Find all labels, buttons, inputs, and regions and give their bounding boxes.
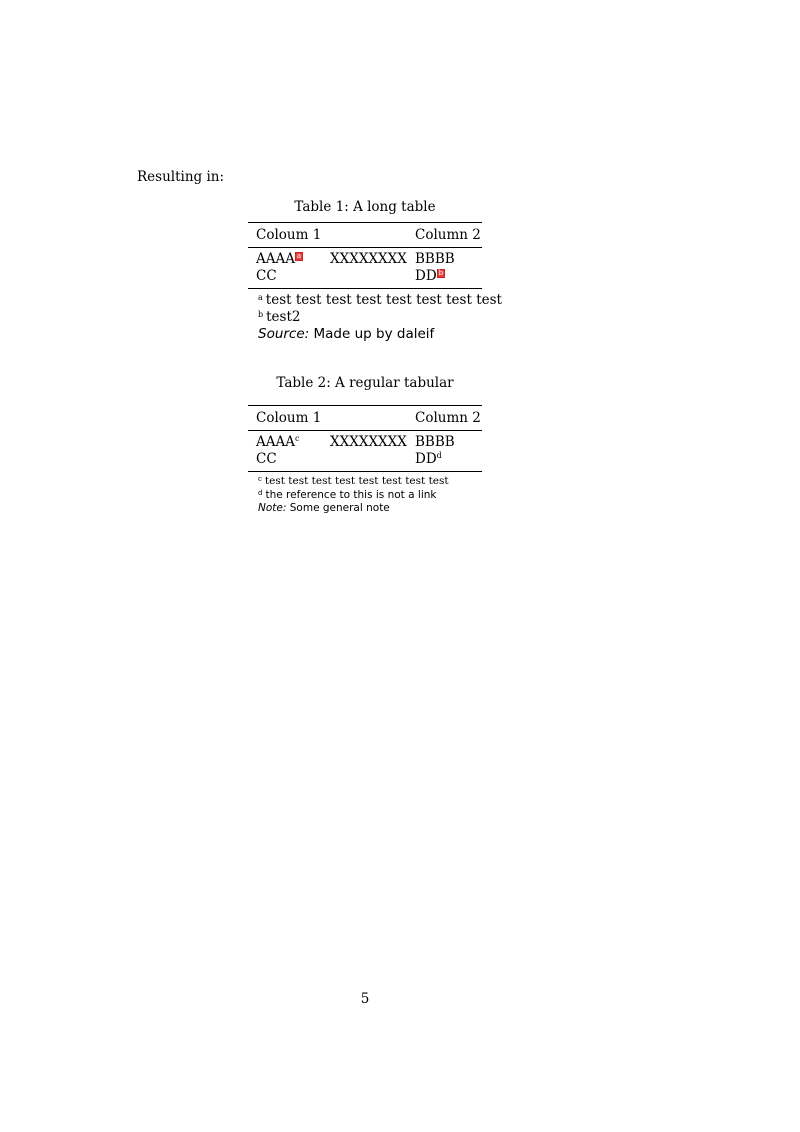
footnote: $^a$ test test test test test test test test (258, 292, 502, 308)
table-row (248, 251, 482, 268)
cell: XXXXXXXX (330, 434, 407, 450)
footnote: $^b$ test2 (258, 309, 301, 325)
header-col-1: Coloum 1 (256, 410, 322, 426)
table-row (248, 268, 482, 285)
general-note: Note: Some general note (258, 502, 390, 514)
table-2-notes (258, 475, 449, 516)
header-row (248, 406, 482, 430)
header-col-1: Coloum 1 (256, 227, 322, 243)
cell: AAAA a (256, 251, 302, 267)
cell: DD b (415, 268, 444, 284)
header-row (248, 223, 482, 247)
intro-text: Resulting in: (137, 169, 225, 185)
cell: BBBB (415, 251, 455, 267)
bottom-rule (248, 288, 482, 289)
table-2-caption: Table 2: A regular tabular (276, 375, 454, 391)
footnote-link-a[interactable]: a (297, 252, 302, 260)
source-note: Source: Made up by daleif (258, 326, 435, 342)
footnote-link-b[interactable]: b (438, 269, 444, 277)
cell: CC (256, 451, 277, 467)
cell: CC (256, 268, 277, 284)
footnote: $^d$ the reference to this is not a link (258, 488, 437, 501)
table-row (248, 434, 482, 451)
cell: $DD^d$ (415, 451, 442, 467)
cell: XXXXXXXX (330, 251, 407, 267)
bottom-rule (248, 471, 482, 472)
header-col-3: Column 2 (415, 227, 481, 243)
table-row (248, 451, 482, 468)
cell: BBBB (415, 434, 455, 450)
footnote: $^c$ test test test test test test test test (258, 475, 449, 487)
cell: AAAA$^c$ (256, 434, 300, 450)
table-1-caption: Table 1: A long table (294, 199, 436, 215)
table-2 (248, 405, 482, 472)
page-number: 5 (360, 991, 370, 1007)
header-col-3: Column 2 (415, 410, 481, 426)
table-1-notes (258, 292, 502, 343)
table-1 (248, 222, 482, 289)
